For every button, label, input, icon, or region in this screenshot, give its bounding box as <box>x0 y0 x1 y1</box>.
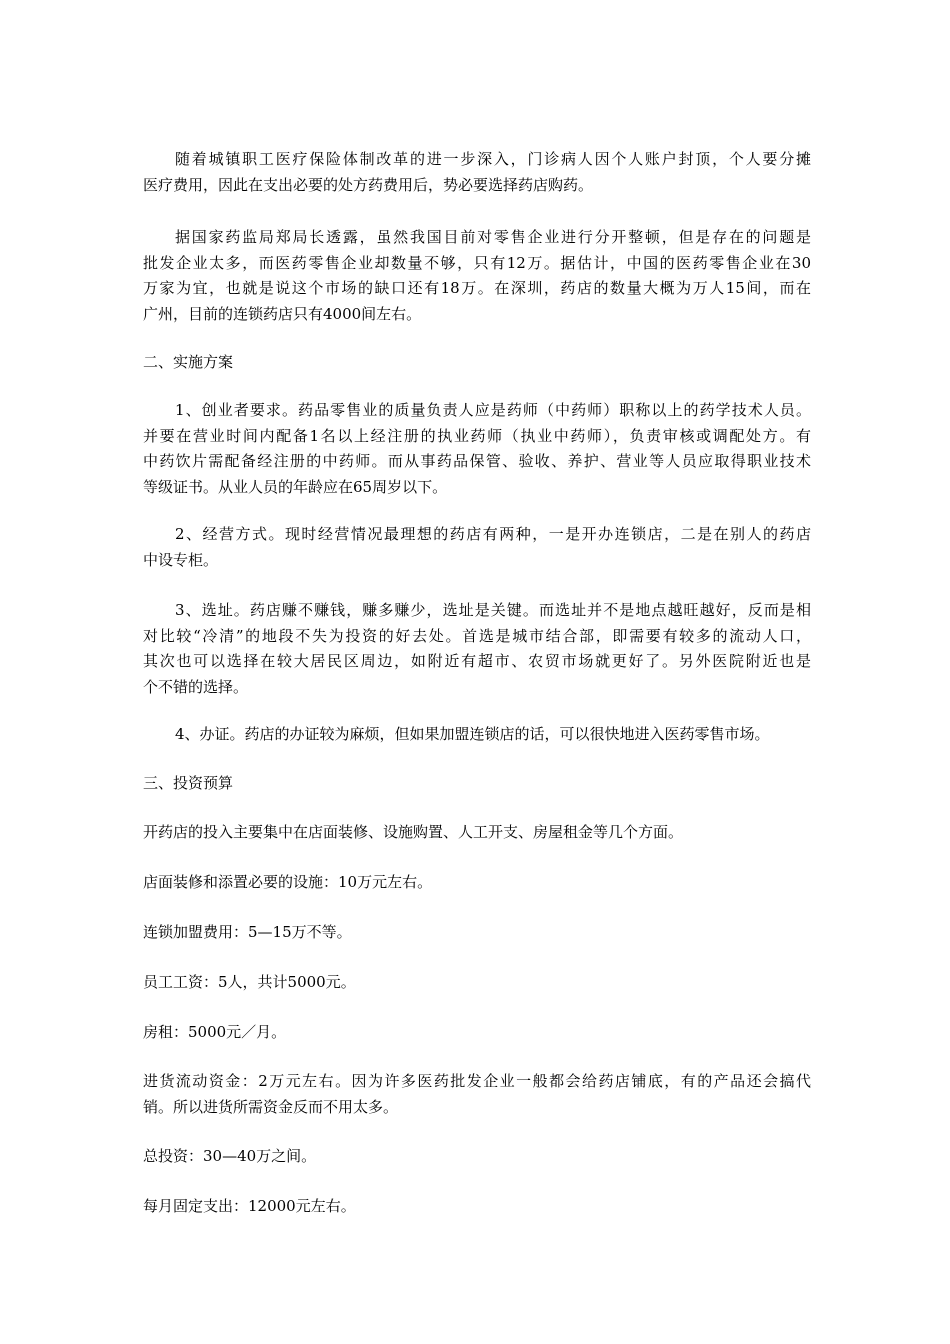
text-line: 对比较“冷清”的地段不失为投资的好去处。首选是城市结合部，即需要有较多的流动人口， <box>143 626 811 645</box>
text-line: 销。所以进货所需资金反而不用太多。 <box>143 1097 399 1116</box>
text-line: 万家为宜，也就是说这个市场的缺口还有18万。在深圳，药店的数量大概为万人15间，而在 <box>143 279 811 297</box>
text-line: 店面装修和添置必要的设施：10万元左右。 <box>143 873 433 891</box>
text-line: 其次也可以选择在较大居民区周边，如附近有超市、农贸市场就更好了。另外医院附近也是 <box>143 652 811 670</box>
budget-item-monthly <box>143 1194 811 1220</box>
text-line: 批发企业太多，而医药零售企业却数量不够，只有12万。据估计，中国的医药零售企业在30 <box>143 253 811 272</box>
budget-item-decoration <box>143 870 811 896</box>
text-line: 开药店的投入主要集中在店面装修、设施购置、人工开支、房屋租金等几个方面。 <box>143 823 684 841</box>
location-paragraph <box>143 598 811 700</box>
text-line: 总投资：30—40万之间。 <box>143 1147 317 1165</box>
section-heading-budget <box>143 771 811 797</box>
budget-item-working-capital <box>143 1069 811 1120</box>
section-heading-implementation <box>143 350 811 376</box>
text-line: 据国家药监局郑局长透露，虽然我国目前对零售企业进行分开整顿，但是存在的问题是 <box>175 228 811 246</box>
intro-paragraph-2 <box>143 225 811 327</box>
text-line: 广州，目前的连锁药店只有4000间左右。 <box>143 304 422 323</box>
budget-item-wages <box>143 970 811 996</box>
text-line: 等级证书。从业人员的年龄应在65周岁以下。 <box>143 477 448 496</box>
budget-item-franchise <box>143 920 811 946</box>
text-line: 4、办证。药店的办证较为麻烦，但如果加盟连锁店的话，可以很快地进入医药零售市场。 <box>175 725 770 743</box>
requirements-paragraph <box>143 398 811 500</box>
text-line: 个不错的选择。 <box>143 677 249 696</box>
text-line: 2、经营方式。现时经营情况最理想的药店有两种，一是开办连锁店，二是在别人的药店 <box>175 525 811 543</box>
budget-item-rent <box>143 1020 811 1046</box>
text-line: 随着城镇职工医疗保险体制改革的进一步深入，门诊病人因个人账户封顶，个人要分摊 <box>175 150 811 168</box>
business-mode-paragraph <box>143 522 811 573</box>
license-paragraph <box>143 722 811 748</box>
section-heading: 三、投资预算 <box>143 774 234 792</box>
text-line: 每月固定支出：12000元左右。 <box>143 1197 356 1215</box>
budget-item-total <box>143 1144 811 1170</box>
text-line: 员工工资：5人，共计5000元。 <box>143 973 356 991</box>
section-heading: 二、实施方案 <box>143 353 234 371</box>
text-line: 中设专柜。 <box>143 550 219 569</box>
text-line: 1、创业者要求。药品零售业的质量负责人应是药师（中药师）职称以上的药学技术人员。 <box>175 401 811 419</box>
text-line: 房租：5000元／月。 <box>143 1023 287 1041</box>
intro-paragraph-1 <box>143 147 811 198</box>
text-line: 医疗费用，因此在支出必要的处方药费用后，势必要选择药店购药。 <box>143 175 594 194</box>
text-line: 中药饮片需配备经注册的中药师。而从事药品保管、验收、养护、营业等人员应取得职业技术 <box>143 452 811 470</box>
budget-intro <box>143 820 811 846</box>
text-line: 连锁加盟费用：5—15万不等。 <box>143 923 352 941</box>
text-line: 3、选址。药店赚不赚钱，赚多赚少，选址是关键。而选址并不是地点越旺越好，反而是相 <box>175 601 811 619</box>
text-line: 进货流动资金：2万元左右。因为许多医药批发企业一般都会给药店铺底，有的产品还会搞代 <box>143 1072 811 1090</box>
text-line: 并要在营业时间内配备1名以上经注册的执业药师（执业中药师），负责审核或调配处方。有 <box>143 426 811 445</box>
